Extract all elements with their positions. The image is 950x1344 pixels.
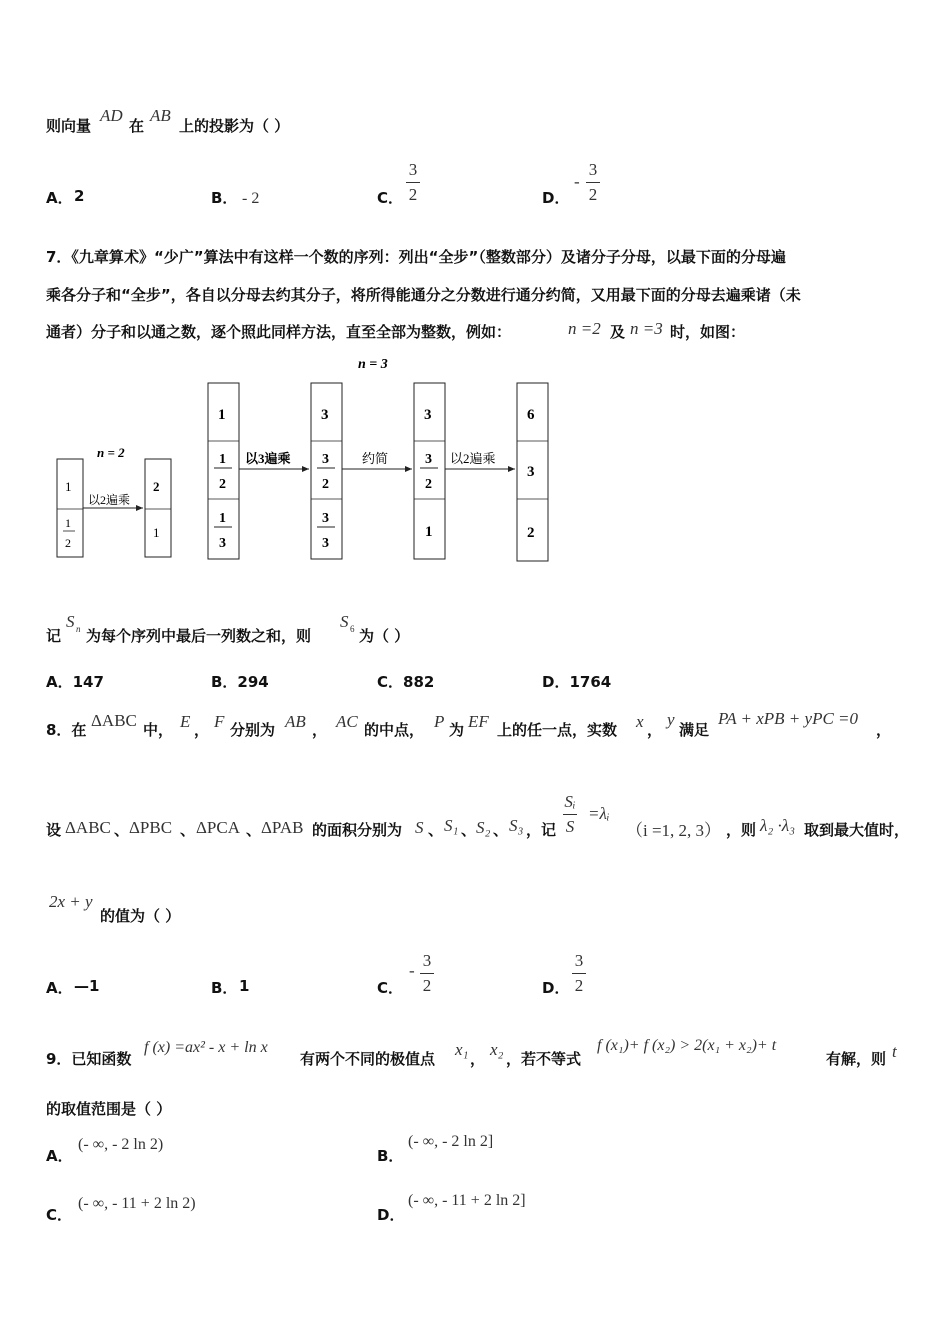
fraction-bar [563, 814, 577, 815]
cell-frac2-num: 1 [219, 511, 226, 526]
q8-line2-a: 设 [46, 821, 62, 839]
q8-s1: S₁ [444, 816, 459, 835]
q8-sep-3: 、 [246, 821, 262, 839]
q7-option-b[interactable]: B．294 [211, 673, 269, 691]
cell-bottom: 1 [153, 525, 160, 540]
q9-option-b-label[interactable]: B． [377, 1147, 404, 1165]
figure-arrow-1-label: 以3遍乘 [245, 451, 291, 466]
q7-line-2: 乘各分子和“全步”，各自以分母去约其分子，将所得能通分之分数进行通分约简，又用最下面的分母去遍乘诸（未 [46, 286, 801, 304]
q8-text-f: 上的任一点，实数 [497, 721, 618, 739]
q8-text-b: 中， [143, 721, 174, 739]
q8-line2-c: ，记 [526, 821, 557, 839]
figure-arrow-2-label: 约简 [362, 451, 389, 466]
figure-label-n3: n = 3 [358, 357, 388, 372]
q8-s: S [415, 818, 424, 837]
q7-and: 及 [610, 323, 626, 341]
fraction-denominator: 2 [574, 976, 584, 995]
figure-arrow-3-label: 以2遍乘 [450, 451, 496, 466]
q6-option-d-sign: - [574, 172, 580, 191]
q7-line-3b: 时，如图： [670, 323, 746, 341]
q9-option-d-label[interactable]: D． [377, 1206, 405, 1224]
q8-line2-d: ，则 [726, 821, 757, 839]
q9-text-c: ，若不等式 [506, 1050, 582, 1068]
q8-option-b-value: 1 [239, 977, 250, 995]
cell-frac1-num: 3 [425, 452, 432, 467]
figure-label-n2: n = 2 [97, 445, 125, 460]
q7-s6: S [340, 612, 349, 631]
cell-top: 1 [65, 479, 72, 494]
q8-triangle-3: ΔPCA [196, 818, 241, 837]
q9-t: t [892, 1042, 897, 1061]
q8-ratio-rhs: =λᵢ [588, 804, 610, 823]
q8-option-c-sign: - [409, 961, 415, 980]
figure-n3-column-4 [517, 383, 548, 561]
q8-index-range: （i =1, 2, 3） [626, 821, 722, 840]
q6-option-c-label[interactable]: C． [377, 189, 404, 207]
q6-option-a-label[interactable]: A． [46, 189, 73, 207]
q6-vector-ab: AB [150, 106, 171, 125]
q8-option-c-label[interactable]: C． [377, 979, 404, 997]
fraction-bar [406, 182, 420, 183]
q7-algorithm-figure [0, 345, 600, 575]
q8-text-h: ， [876, 721, 892, 739]
q8-text-c: 分别为 [230, 721, 276, 739]
fraction-numerator: Sᵢ [564, 792, 576, 811]
q8-ratio-fraction [563, 792, 577, 837]
q8-text-e: 为 [449, 721, 465, 739]
q8-option-a-label[interactable]: A． [46, 979, 73, 997]
q7-stem-b: 为每个序列中最后一列数之和，则 [86, 627, 312, 645]
q9-option-b-value: (- ∞, - 2 ln 2] [408, 1133, 494, 1150]
cell-frac1-den: 2 [219, 477, 226, 492]
q7-option-d[interactable]: D．1764 [542, 673, 612, 691]
q8-option-c-fraction [420, 951, 434, 996]
q8-sep-5: 、 [461, 821, 477, 839]
q7-stem-a: 记 [46, 627, 62, 645]
q8-triangle-1: ΔABC [65, 818, 111, 837]
q6-stem-a: 则向量 [46, 117, 92, 135]
q9-comma: ， [470, 1050, 486, 1068]
cell-mid: 3 [527, 464, 535, 480]
cell-top: 6 [527, 407, 535, 423]
q7-sn-subscript: n [76, 624, 81, 634]
q8-s2: S₂ [476, 818, 491, 837]
q9-text-a: 9．已知函数 [46, 1050, 132, 1068]
q8-sep-1: 、 [114, 821, 130, 839]
q8-lambda-product: λ₂ ·λ₃ [760, 816, 796, 835]
q7-n-equals-2: n =2 [568, 319, 601, 338]
q8-triangle-2: ΔPBC [129, 818, 173, 837]
fraction-numerator: 3 [574, 951, 584, 970]
q8-line2-b: 的面积分别为 [312, 821, 403, 839]
fraction-denominator: 2 [408, 185, 418, 204]
q9-x1: x₁ [455, 1040, 469, 1059]
cell-top: 3 [424, 407, 432, 423]
cell-frac-den: 2 [65, 536, 71, 550]
q7-stem-c: 为（ ） [359, 627, 410, 645]
fraction-denominator: 2 [422, 976, 432, 995]
q8-comma-1: ， [194, 721, 210, 739]
q9-function: f (x) =ax² - x + ln x [144, 1039, 268, 1056]
q8-text-g: 满足 [679, 721, 710, 739]
q9-option-d-value: (- ∞, - 11 + 2 ln 2] [408, 1192, 526, 1209]
q8-ab: AB [285, 712, 306, 731]
q8-option-d-fraction [572, 951, 586, 996]
fraction-bar [420, 973, 434, 974]
q8-sep-4: 、 [428, 821, 444, 839]
q6-stem-c: 上的投影为（ ） [179, 117, 290, 135]
q8-triangle-4: ΔPAB [261, 818, 304, 837]
q8-f: F [214, 712, 225, 731]
fraction-bar [586, 182, 600, 183]
figure-n2-arrow-label: 以2遍乘 [88, 493, 131, 507]
cell-bottom: 1 [425, 524, 433, 540]
q8-vector-equation: PA + xPB + yPC =0 [718, 709, 859, 728]
q7-s6-subscript: 6 [350, 624, 355, 634]
cell-frac2-den: 3 [322, 536, 329, 551]
fraction-numerator: 3 [422, 951, 432, 970]
q7-line-3a: 通者）分子和以通之数，逐个照此同样方法，直至全部为整数，例如： [46, 323, 512, 341]
q9-option-c-label[interactable]: C． [46, 1206, 73, 1224]
q7-option-c[interactable]: C．882 [377, 673, 435, 691]
cell-frac1-den: 2 [425, 477, 432, 492]
q8-line2-e: 取到最大值时， [804, 821, 910, 839]
q9-option-a-label[interactable]: A． [46, 1147, 73, 1165]
q8-option-b-label[interactable]: B． [211, 979, 238, 997]
q6-option-d-fraction [586, 160, 600, 205]
q6-option-d-label[interactable]: D． [542, 189, 570, 207]
q9-text-b: 有两个不同的极值点 [300, 1050, 436, 1068]
figure-n3-column-1 [208, 383, 239, 559]
q6-option-c-fraction [406, 160, 420, 205]
q8-x: x [636, 712, 644, 731]
cell-top: 3 [321, 407, 329, 423]
fraction-numerator: 3 [588, 160, 598, 179]
cell-frac1-num: 3 [322, 452, 329, 467]
figure-n2-column-b [145, 459, 171, 557]
cell-frac2-num: 3 [322, 511, 329, 526]
cell-frac1-num: 1 [219, 452, 226, 467]
q9-option-a-value: (- ∞, - 2 ln 2) [78, 1136, 164, 1153]
q8-y: y [667, 710, 675, 729]
q7-line-1: 7．《九章算术》“少广”算法中有这样一个数的序列：列出“全步”（整数部分）及诸分子分母，以最下面的分母遍 [46, 248, 786, 266]
cell-top: 2 [153, 479, 160, 494]
q6-vector-ad: AD [100, 106, 123, 125]
cell-bottom: 2 [527, 525, 535, 541]
q6-option-a-value: 2 [74, 187, 85, 205]
fraction-bar [572, 973, 586, 974]
q9-text-d: 有解，则 [826, 1050, 887, 1068]
q8-ac: AC [336, 712, 358, 731]
q6-option-b-label[interactable]: B． [211, 189, 238, 207]
cell-top: 1 [218, 407, 226, 423]
q7-sn: S [66, 612, 75, 631]
q8-comma-3: ， [647, 721, 663, 739]
figure-n3-column-2 [311, 383, 342, 559]
q9-line-2: 的取值范围是（ ） [46, 1100, 172, 1118]
q8-option-a-value: —1 [74, 977, 100, 995]
q8-sep-6: 、 [493, 821, 509, 839]
q8-expression: 2x + y [49, 892, 93, 911]
q6-stem-b: 在 [129, 117, 145, 135]
q8-option-d-label[interactable]: D． [542, 979, 570, 997]
fraction-denominator: 2 [588, 185, 598, 204]
q8-text-a: 8．在 [46, 721, 87, 739]
q6-option-b-value: - 2 [242, 190, 260, 207]
q9-x2: x₂ [490, 1040, 504, 1059]
q7-option-a[interactable]: A．147 [46, 673, 104, 691]
cell-frac-num: 1 [65, 516, 71, 530]
figure-n2-column-a [57, 459, 83, 557]
q8-triangle-abc: ΔABC [91, 711, 137, 730]
q9-inequality: f (x₁)+ f (x₂) > 2(x₁ + x₂)+ t [597, 1037, 777, 1054]
q9-option-c-value: (- ∞, - 11 + 2 ln 2) [78, 1195, 196, 1212]
q8-comma-2: ， [312, 721, 328, 739]
fraction-numerator: 3 [408, 160, 418, 179]
q8-ef: EF [468, 712, 489, 731]
fraction-denominator: S [565, 817, 575, 836]
q8-s3: S₃ [509, 816, 524, 835]
q8-e: E [180, 712, 191, 731]
cell-frac1-den: 2 [322, 477, 329, 492]
figure-n3-column-3 [414, 383, 445, 559]
q8-text-d: 的中点， [364, 721, 425, 739]
q8-sep-2: 、 [180, 821, 196, 839]
q8-p: P [434, 712, 445, 731]
cell-frac2-den: 3 [219, 536, 226, 551]
q8-line-3: 的值为（ ） [100, 907, 181, 925]
q7-n-equals-3: n =3 [630, 319, 663, 338]
